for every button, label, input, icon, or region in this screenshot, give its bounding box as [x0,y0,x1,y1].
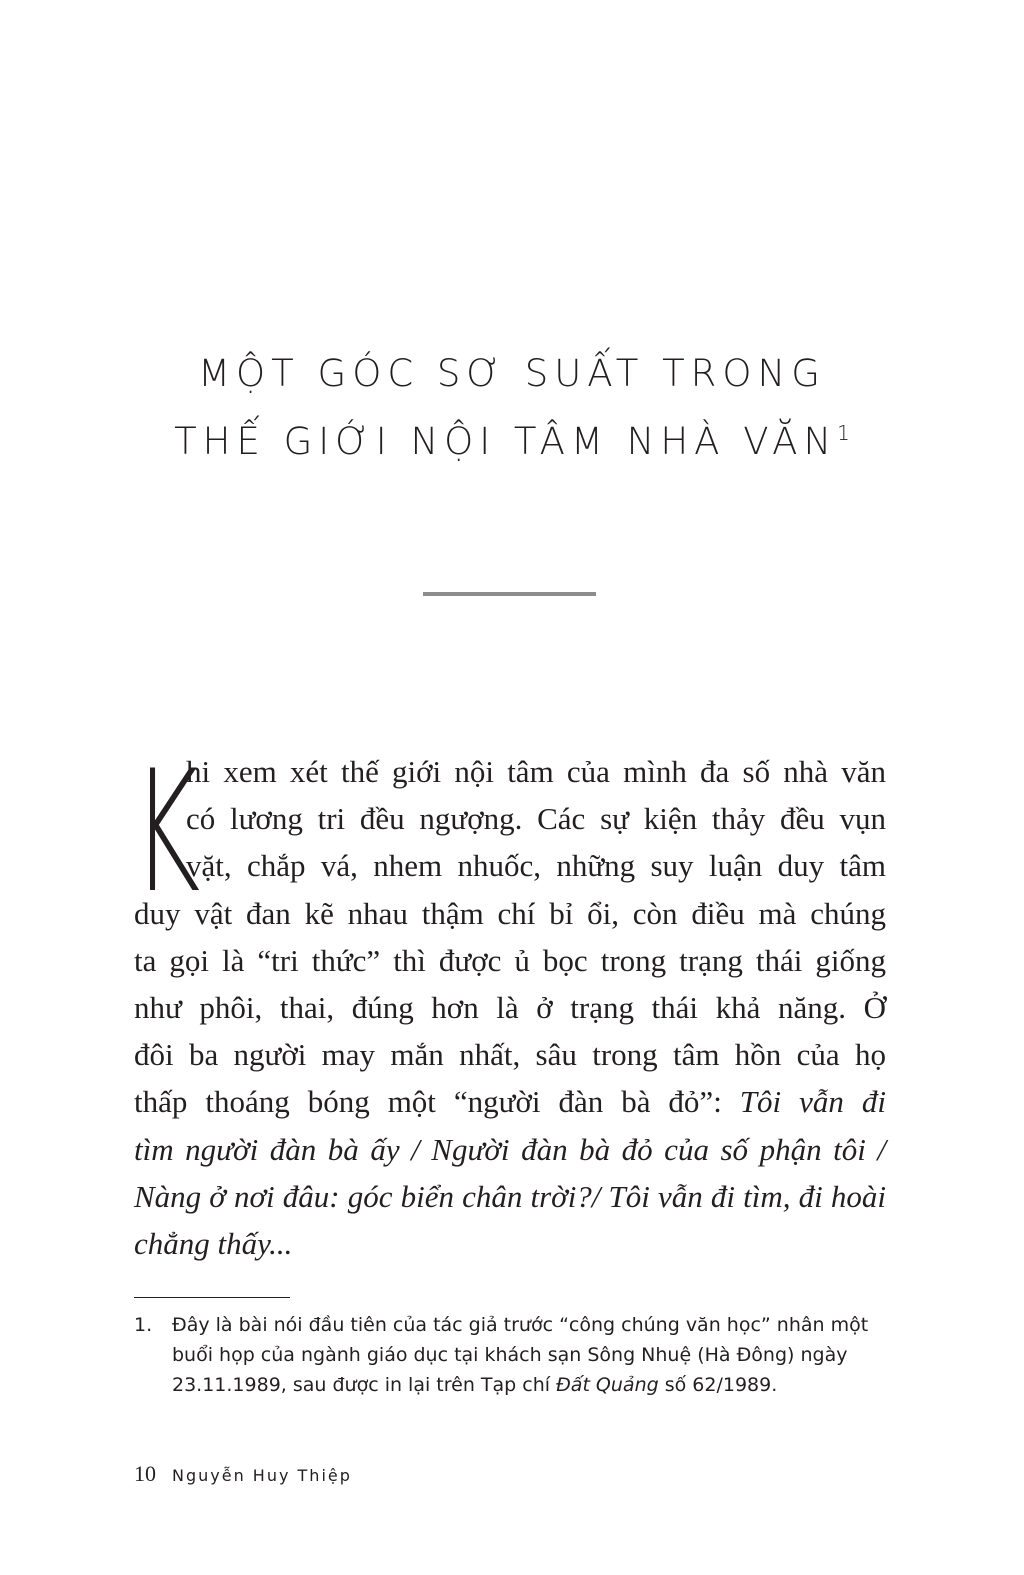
chapter-title-line-2 [0,408,1024,476]
chapter-title-line-2-text: THẾ GIỚI NỘI TÂM NHÀ VĂN [174,420,838,463]
footnote-text: số 62/1989. [658,1374,778,1396]
page-footer [134,1461,352,1487]
body-paragraph [132,734,886,1267]
poem-quote-line [134,1220,886,1267]
poem-quote-start: Tôi vẫn đi [739,1084,886,1120]
chapter-title [0,340,1024,476]
poem-quote-text: Nàng ở nơi đâu: góc biển chân trời?/ Tôi vẫn đi tìm, đi hoài [134,1178,886,1214]
footnote [134,1310,886,1400]
title-divider [423,592,596,596]
body-line: thấp thoáng bóng một “người đàn bà đỏ”: [134,1084,722,1120]
footnote-number: 1. [134,1314,153,1336]
drop-cap: K [132,734,201,930]
footnote-line [172,1370,886,1400]
poem-quote-text: tìm người đàn bà ấy / Người đàn bà đỏ của số phận tôi / [134,1131,886,1167]
body-line: như phôi, thai, đúng hơn là ở trạng thái khả năng. Ở [134,990,886,1026]
body-line-with-quote [134,1078,886,1125]
poem-quote-line [134,1173,886,1220]
body-line: đôi ba người may mắn nhất, sâu trong tâm hồn của họ [134,1037,886,1073]
running-author: Nguyễn Huy Thiệp [172,1466,352,1485]
page-number: 10 [134,1461,156,1486]
poem-quote-text: chẳng thấy... [134,1226,293,1262]
body-line: có lương tri đều ngượng. Các sự kiện thảy đều vụn [186,801,886,837]
footnote-reference[interactable]: 1 [837,421,850,445]
journal-name: Đất Quảng [556,1374,659,1396]
footnote-line: buổi họp của ngành giáo dục tại khách sạn Sông Nhuệ (Hà Đông) ngày [172,1344,848,1366]
body-line: vặt, chắp vá, nhem nhuốc, những suy luận duy tâm [186,848,886,884]
chapter-title-line-1: MỘT GÓC SƠ SUẤT TRONG [198,352,826,395]
body-line: hi xem xét thế giới nội tâm của mình đa số nhà văn [186,754,886,789]
body-line: duy vật đan kẽ nhau thậm chí bỉ ổi, còn điều mà chúng [134,895,886,931]
footnote-line: Đây là bài nói đầu tiên của tác giả trước “công chúng văn học” nhân một [172,1314,869,1336]
body-line: ta gọi là “tri thức” thì được ủ bọc trong trạng thái giống [134,942,886,978]
footnote-body [172,1310,886,1400]
footnote-text: 23.11.1989, sau được in lại trên Tạp chí [172,1374,557,1396]
poem-quote-line [134,1126,886,1173]
footnote-separator [134,1297,290,1298]
